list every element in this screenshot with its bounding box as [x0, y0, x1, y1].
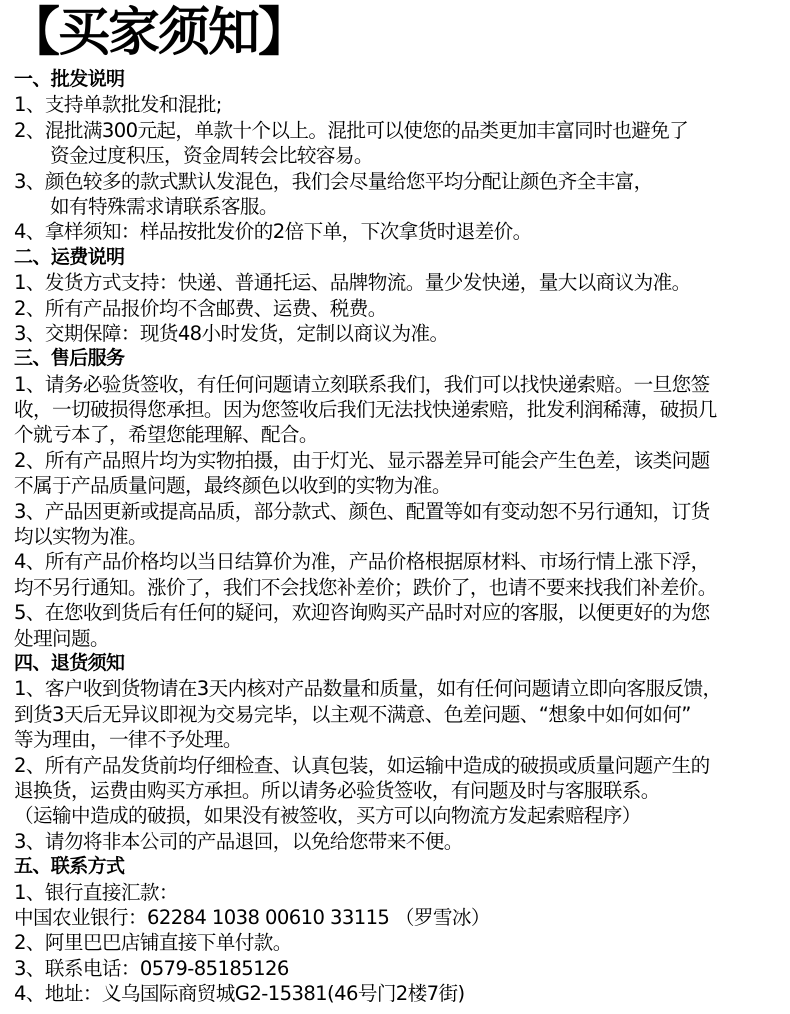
notice-line: 1、支持单款批发和混批; [14, 93, 222, 117]
notice-line: 均以实物为准。 [14, 525, 147, 549]
notice-line: 到货3天后无异议即视为交易完毕，以主观不满意、色差问题、“想象中如何如何” [14, 702, 691, 726]
notice-line: 2、所有产品照片均为实物拍摄，由于灯光、显示器差异可能会产生色差，该类问题 [14, 448, 710, 472]
notice-line: 1、客户收到货物请在3天内核对产品数量和质量，如有任何问题请立即向客服反馈， [14, 677, 722, 701]
section-heading: 五、联系方式 [14, 855, 125, 878]
notice-line: 资金过度积压，资金周转会比较容易。 [50, 144, 373, 168]
notice-line: 退换货，运费由购买方承担。所以请务必验货签收，有问题及时与客服联系。 [14, 778, 660, 802]
section-heading: 三、售后服务 [14, 347, 125, 370]
notice-line: 收，一切破损得您承担。因为您签收后我们无法找快递索赔，批发利润稀薄，破损几 [14, 398, 717, 422]
notice-line: 如有特殊需求请联系客服。 [50, 194, 278, 218]
notice-line: 等为理由，一律不予处理。 [14, 728, 242, 752]
section-heading: 四、退货须知 [14, 651, 125, 674]
notice-line: 4、地址：义乌国际商贸城G2-15381(46号门2楼7街) [14, 982, 465, 1006]
notice-line: 3、产品因更新或提高品质，部分款式、颜色、配置等如有变动恕不另行通知，订货 [14, 499, 710, 523]
notice-content [14, 67, 790, 1006]
notice-line: 3、请勿将非本公司的产品退回，以免给您带来不便。 [14, 829, 463, 853]
notice-line: 处理问题。 [14, 626, 109, 650]
notice-line: 5、在您收到货后有任何的疑问，欢迎咨询购买产品时对应的客服，以便更好的为您 [14, 601, 710, 625]
notice-line: 3、交期保障：现货48小时发货，定制以商议为准。 [14, 321, 449, 345]
notice-line: 2、混批满300元起，单款十个以上。混批可以使您的品类更加丰富同时也避免了 [14, 118, 689, 142]
notice-line: 3、联系电话：0579-85185126 [14, 956, 289, 980]
notice-line: 4、拿样须知：样品按批发价的2倍下单，下次拿货时退差价。 [14, 220, 532, 244]
notice-line: 2、所有产品报价均不含邮费、运费、税费。 [14, 296, 387, 320]
notice-line: 1、银行直接汇款： [14, 880, 178, 904]
notice-line: 4、所有产品价格均以当日结算价为准，产品价格根据原材料、市场行情上涨下浮， [14, 550, 710, 574]
section-heading: 二、运费说明 [14, 245, 125, 268]
notice-line: 1、请务必验货签收，有任何问题请立刻联系我们，我们可以找快递索赔。一旦您签 [14, 372, 710, 396]
notice-line: 3、颜色较多的款式默认发混色，我们会尽量给您平均分配让颜色齐全丰富， [14, 169, 653, 193]
notice-line: 2、阿里巴巴店铺直接下单付款。 [14, 931, 292, 955]
notice-line: 不属于产品质量问题，最终颜色以收到的实物为准。 [14, 474, 451, 498]
notice-line: 2、所有产品发货前均仔细检查、认真包装，如运输中造成的破损或质量问题产生的 [14, 753, 710, 777]
section-heading: 一、批发说明 [14, 68, 125, 90]
notice-line: 均不另行通知。涨价了，我们不会找您补差价；跌价了，也请不要来找我们补差价。 [14, 575, 717, 599]
notice-line: 个就亏本了，希望您能理解、配合。 [14, 423, 318, 447]
notice-line: （运输中造成的破损，如果没有被签收，买方可以向物流方发起索赔程序） [14, 804, 641, 828]
notice-line: 中国农业银行：62284 1038 00610 33115 （罗雪冰） [14, 905, 490, 929]
page-title: 【买家须知】 [8, 3, 309, 63]
notice-line: 1、发货方式支持：快递、普通托运、品牌物流。量少发快递，量大以商议为准。 [14, 271, 691, 295]
